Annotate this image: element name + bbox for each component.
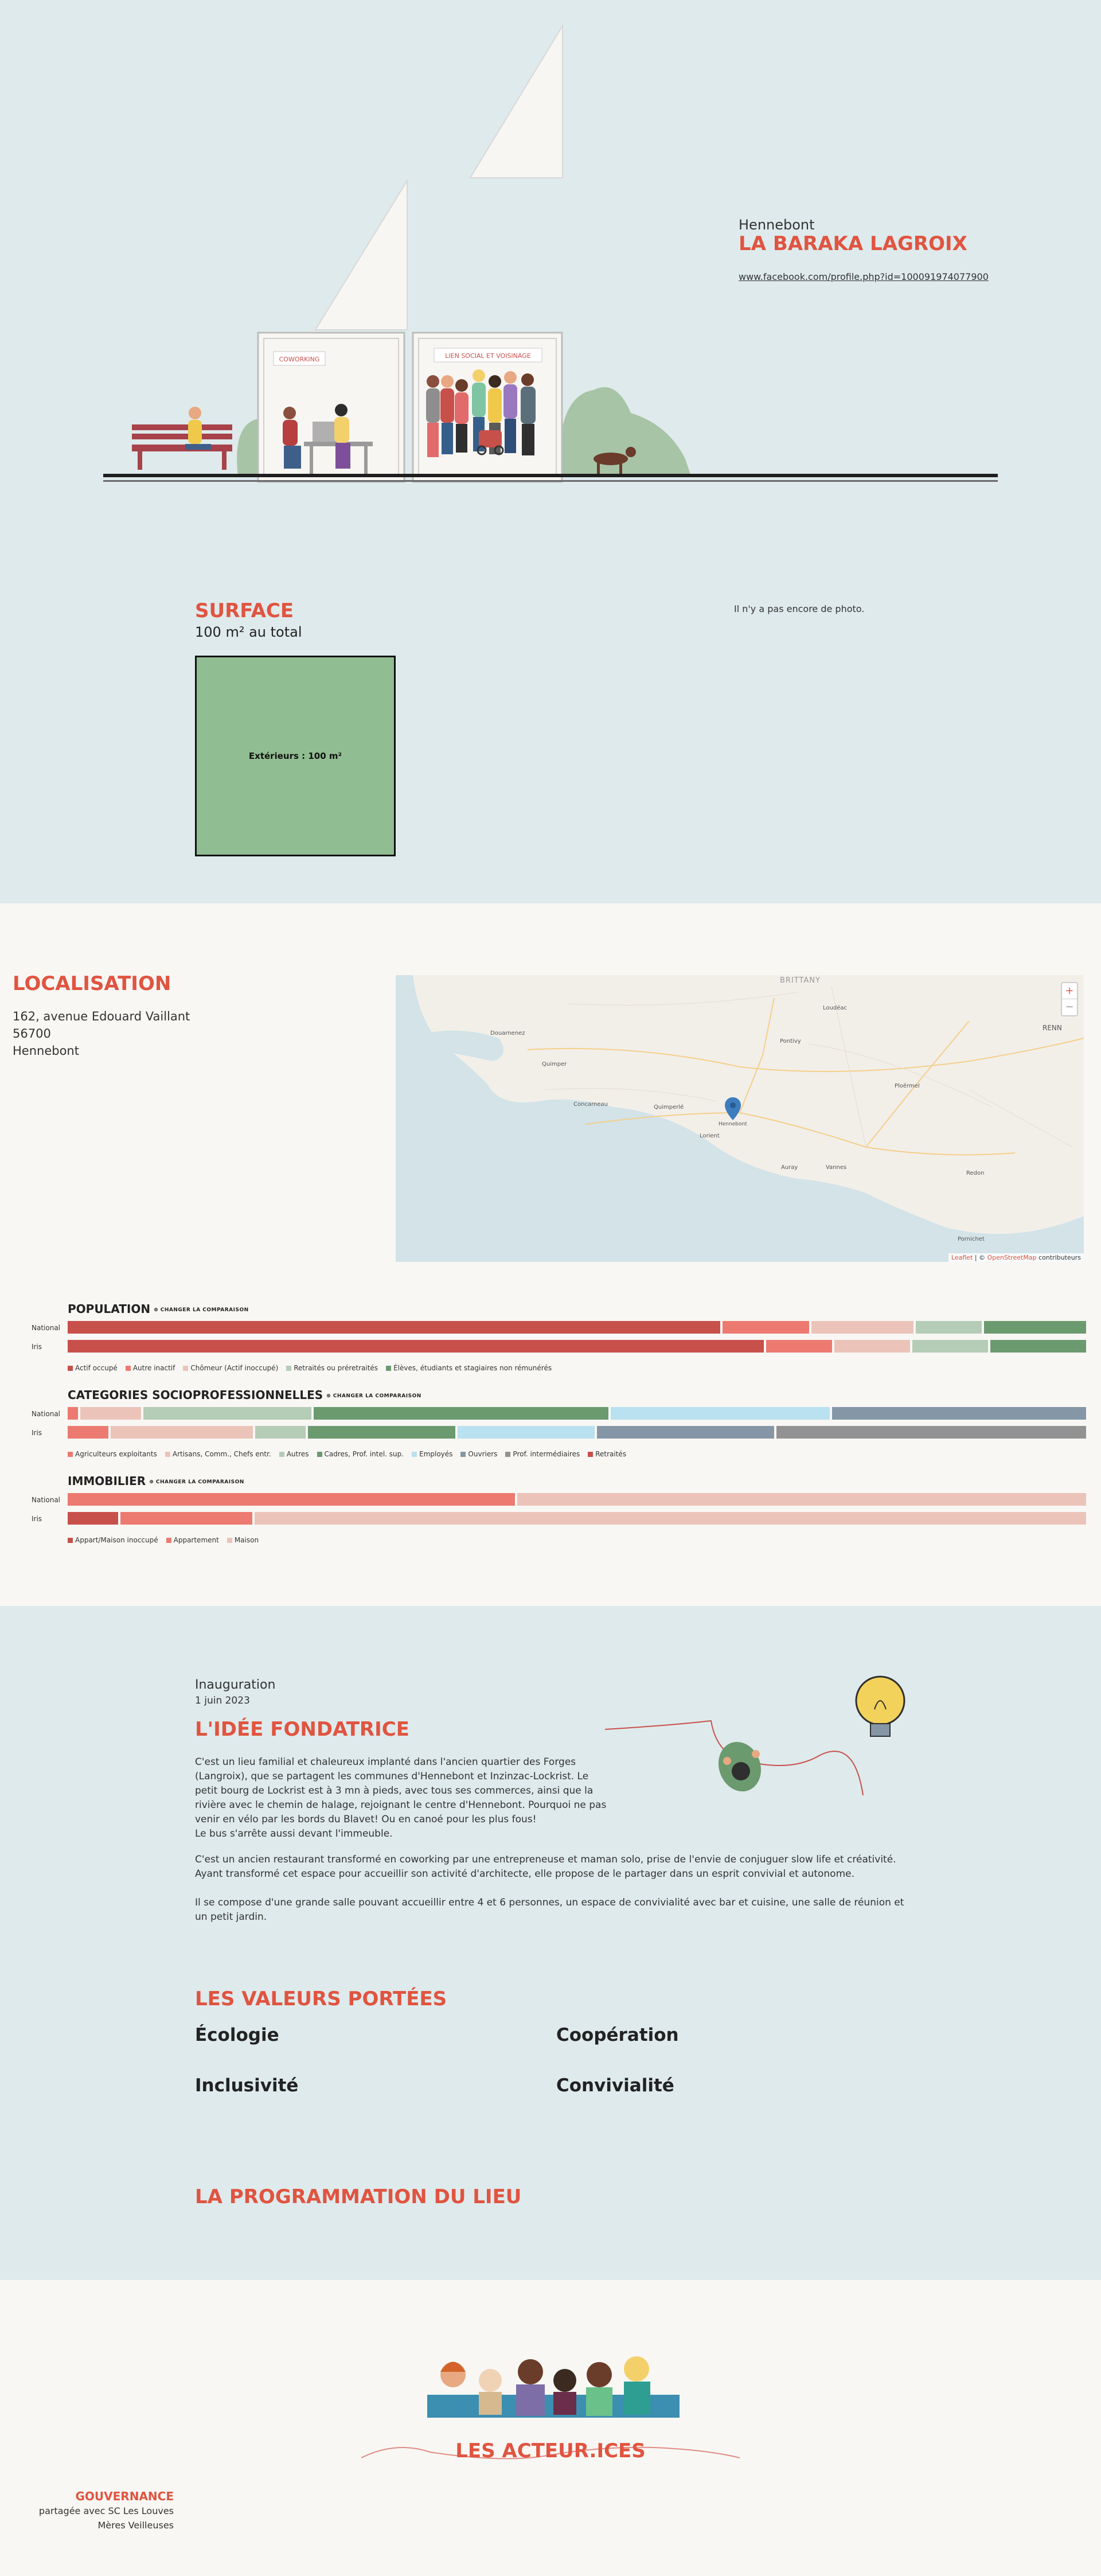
lightbulb-illustration <box>602 1675 923 1813</box>
csp-national-segment <box>314 1407 608 1420</box>
legend-swatch <box>588 1452 593 1457</box>
map-label-quimperle: Quimperlé <box>654 1104 684 1110</box>
legend-item <box>505 1450 580 1458</box>
map-label-pornichet: Pornichet <box>958 1236 985 1242</box>
idea-paragraph-1: C'est un lieu familial et chaleureux implanté dans l'ancien quartier des Forges (Langroix), que se partagent les communes d'Hennebont et Inzinzac-Lockrist. Le petit bourg de Lockrist est à 3 mn à pieds, avec tous ses commerces, ainsi que la rivière avec le chemin de halage, rejoignant le centre d'Hennebont. Pourquoi ne pas venir en vélo par les bords du Blavet! Ou en canoé pour les plus fous! <box>195 1756 607 1825</box>
immobilier-iris-segment <box>120 1512 252 1525</box>
legend-label: Employés <box>419 1450 453 1458</box>
map-tiles <box>396 975 1084 1262</box>
immobilier-iris-label: Iris <box>32 1515 42 1523</box>
surface-title: SURFACE <box>195 599 294 622</box>
map-label-douarnenez: Douarnenez <box>490 1030 525 1036</box>
zoom-out-button[interactable]: − <box>1065 1001 1074 1013</box>
legend-swatch <box>317 1452 322 1457</box>
value-cooperation: Coopération <box>556 2025 679 2045</box>
csp-iris-segment <box>776 1426 1086 1439</box>
legend-swatch <box>227 1538 232 1543</box>
population-iris-segment <box>68 1340 764 1353</box>
population-iris-segment <box>990 1340 1086 1353</box>
values-title: LES VALEURS PORTÉES <box>195 1987 447 2010</box>
attribution-end: contributeurs <box>1036 1254 1081 1261</box>
sign-social: LIEN SOCIAL ET VOISINAGE <box>445 352 531 360</box>
legend-item <box>412 1450 452 1458</box>
legend-label: Appartement <box>173 1536 219 1544</box>
population-iris-segment <box>912 1340 988 1353</box>
hero-section <box>0 0 1101 903</box>
bush-right <box>559 387 691 476</box>
legend-swatch <box>412 1452 417 1457</box>
csp-title-text: CATEGORIES SOCIOPROFESSIONNELLES <box>68 1388 323 1402</box>
immobilier-legend <box>68 1536 259 1544</box>
gouvernance-line2: Mères Veilleuses <box>97 2520 174 2531</box>
place-name: LA BARAKA LAGROIX <box>739 232 967 255</box>
legend-label: Chômeur (Actif inoccupé) <box>190 1364 279 1372</box>
sign-coworking: COWORKING <box>279 356 320 363</box>
csp-iris-segment <box>308 1426 455 1439</box>
legend-item <box>460 1450 497 1458</box>
csp-national-segment <box>611 1407 829 1420</box>
legend-label: Retraités ou préretraités <box>294 1364 378 1372</box>
csp-national-bar <box>68 1407 1086 1420</box>
legend-label: Ouvriers <box>468 1450 498 1458</box>
legend-label: Élèves, étudiants et stagiaires non rémunérés <box>393 1364 552 1372</box>
bench <box>132 407 232 470</box>
idea-paragraph-1b: Le bus s'arrête aussi devant l'immeuble. <box>195 1828 393 1840</box>
map-label-redon: Redon <box>966 1170 985 1176</box>
population-title <box>68 1302 249 1316</box>
legend-swatch <box>460 1452 466 1457</box>
legend-label: Agriculteurs exploitants <box>75 1450 157 1458</box>
ground-line <box>103 474 998 477</box>
immobilier-title-text: IMMOBILIER <box>68 1474 146 1488</box>
zoom-in-button[interactable]: + <box>1062 983 1077 999</box>
value-ecologie: Écologie <box>195 2025 279 2045</box>
immobilier-change-button[interactable]: ⊕ CHANGER LA COMPARAISON <box>149 1479 244 1485</box>
legend-item <box>279 1450 309 1458</box>
legend-label: Actif occupé <box>75 1364 118 1372</box>
idea-paragraph-3: Il se compose d'une grande salle pouvant accueillir entre 4 et 6 personnes, un espace de convivialité avec bar et cuisine, une salle de réunion et un petit jardin. <box>195 1897 904 1923</box>
population-national-segment <box>68 1321 720 1334</box>
legend-item <box>165 1450 271 1458</box>
map-label-brittany: BRITTANY <box>780 976 821 985</box>
population-iris-label: Iris <box>32 1343 42 1351</box>
map-label-concarneau: Concarneau <box>573 1101 608 1108</box>
legend-label: Autres <box>286 1450 309 1458</box>
immobilier-national-label: National <box>32 1496 61 1504</box>
map-attribution <box>948 1253 1084 1262</box>
value-inclusivite: Inclusivité <box>195 2075 299 2096</box>
population-change-button[interactable]: ⊕ CHANGER LA COMPARAISON <box>154 1307 249 1313</box>
gouvernance-line1: partagée avec SC Les Louves <box>38 2505 174 2516</box>
legend-item <box>126 1364 175 1372</box>
legend-swatch <box>166 1538 171 1543</box>
population-national-segment <box>811 1321 913 1334</box>
legend-swatch <box>126 1366 131 1371</box>
csp-legend <box>68 1450 626 1458</box>
map-zoom-control <box>1061 982 1078 1016</box>
localisation-section <box>0 903 1101 1606</box>
map-label-auray: Auray <box>781 1164 798 1171</box>
map-label-lorient: Lorient <box>700 1133 720 1139</box>
legend-item <box>317 1450 404 1458</box>
legend-label: Maison <box>234 1536 259 1544</box>
no-photo-text: Il n'y a pas encore de photo. <box>734 603 865 614</box>
csp-national-segment <box>80 1407 141 1420</box>
csp-change-button[interactable]: ⊕ CHANGER LA COMPARAISON <box>326 1393 421 1399</box>
csp-iris-segment <box>597 1426 775 1439</box>
legend-label: Retraités <box>595 1450 627 1458</box>
immobilier-iris-segment <box>68 1512 118 1525</box>
csp-title <box>68 1388 421 1402</box>
immobilier-national-segment <box>517 1493 1086 1506</box>
idea-section <box>0 1606 1101 2280</box>
legend-swatch <box>183 1366 188 1371</box>
map-label-rennes: RENN <box>1043 1024 1062 1032</box>
gouvernance-title: GOUVERNANCE <box>75 2489 174 2503</box>
address-line3: Hennebont <box>13 1044 79 1058</box>
idea-paragraph-2: C'est un ancien restaurant transformé en coworking par une entrepreneuse et maman solo, prise de l'envie de conjuguer slow life et créativité. <box>195 1854 896 1865</box>
attribution-sep: | © <box>973 1254 987 1261</box>
population-iris-segment <box>834 1340 910 1353</box>
legend-swatch <box>165 1452 170 1457</box>
csp-iris-segment <box>111 1426 253 1439</box>
population-national-bar <box>68 1321 1086 1334</box>
hero-illustration <box>100 23 1001 493</box>
osm-link[interactable]: OpenStreetMap <box>987 1254 1037 1261</box>
map-label-pontivy: Pontivy <box>780 1038 801 1045</box>
legend-item <box>183 1364 278 1372</box>
population-national-segment <box>723 1321 809 1334</box>
legend-swatch <box>386 1366 391 1371</box>
map-label-loudeac: Loudéac <box>823 1005 847 1011</box>
csp-national-segment <box>143 1407 311 1420</box>
sail-small <box>315 181 407 330</box>
legend-swatch <box>286 1366 291 1371</box>
csp-iris-bar <box>68 1426 1086 1439</box>
population-title-text: POPULATION <box>68 1302 151 1316</box>
actors-illustration <box>424 2349 682 2423</box>
population-iris-bar <box>68 1340 1086 1353</box>
legend-label: Cadres, Prof. intel. sup. <box>324 1450 404 1458</box>
csp-national-segment <box>832 1407 1086 1420</box>
sail-large <box>470 26 563 178</box>
legend-swatch <box>68 1366 73 1371</box>
legend-item <box>68 1450 157 1458</box>
actors-section <box>0 2280 1101 2576</box>
population-legend <box>68 1364 552 1372</box>
legend-label: Artisans, Comm., Chefs entr. <box>172 1450 271 1458</box>
place-city: Hennebont <box>739 217 815 233</box>
surface-box-label: Extérieurs : 100 m² <box>248 751 342 761</box>
facebook-link[interactable]: www.facebook.com/profile.php?id=100091974077900 <box>739 271 989 282</box>
legend-swatch <box>505 1452 510 1457</box>
population-national-segment <box>984 1321 1086 1334</box>
population-national-segment <box>916 1321 982 1334</box>
map-label-ploermel: Ploërmel <box>895 1083 920 1089</box>
csp-national-label: National <box>32 1410 61 1418</box>
legend-item <box>166 1536 219 1544</box>
map-label-hennebont: Hennebont <box>719 1121 747 1127</box>
legend-item <box>286 1364 378 1372</box>
sea <box>396 975 1084 1262</box>
csp-iris-segment <box>255 1426 306 1439</box>
legend-item <box>68 1364 118 1372</box>
map-label-vannes: Vannes <box>826 1164 847 1171</box>
csp-iris-segment <box>458 1426 595 1439</box>
map-label-quimper: Quimper <box>542 1061 567 1067</box>
legend-label: Prof. intermédiaires <box>513 1450 580 1458</box>
surface-box <box>195 656 396 856</box>
localisation-title: LOCALISATION <box>13 972 171 995</box>
inauguration-label: Inauguration <box>195 1678 276 1692</box>
value-convivialite: Convivialité <box>556 2075 674 2096</box>
address-line2: 56700 <box>13 1027 51 1040</box>
address-line1: 162, avenue Edouard Vaillant <box>13 1010 190 1023</box>
legend-item <box>386 1364 552 1372</box>
legend-swatch <box>68 1538 73 1543</box>
idea-title: L'IDÉE FONDATRICE <box>195 1718 409 1741</box>
csp-iris-label: Iris <box>32 1429 42 1437</box>
csp-national-segment <box>68 1407 78 1420</box>
actors-title: LES ACTEUR.ICES <box>455 2439 646 2462</box>
population-national-label: National <box>32 1324 61 1332</box>
legend-item <box>588 1450 626 1458</box>
immobilier-national-segment <box>68 1493 515 1506</box>
immobilier-iris-bar <box>68 1512 1086 1525</box>
leaflet-link[interactable]: Leaflet <box>951 1254 973 1261</box>
legend-item <box>227 1536 259 1544</box>
surface-total: 100 m² au total <box>195 624 302 640</box>
population-iris-segment <box>766 1340 831 1353</box>
programmation-title: LA PROGRAMMATION DU LIEU <box>195 2185 522 2208</box>
inauguration-date: 1 juin 2023 <box>195 1695 250 1706</box>
csp-iris-segment <box>68 1426 108 1439</box>
legend-swatch <box>68 1452 73 1457</box>
legend-label: Autre inactif <box>132 1364 175 1372</box>
immobilier-iris-segment <box>255 1512 1086 1525</box>
legend-swatch <box>279 1452 284 1457</box>
legend-label: Appart/Maison inoccupé <box>75 1536 158 1544</box>
immobilier-national-bar <box>68 1493 1086 1506</box>
map[interactable] <box>396 975 1084 1262</box>
idea-paragraph-2b: Ayant transformé cet espace pour accueillir son activité d'architecte, elle propose de le partager dans un esprit convivial et autonome. <box>195 1868 854 1880</box>
legend-item <box>68 1536 158 1544</box>
hennebont-marker <box>725 1097 741 1120</box>
immobilier-title <box>68 1474 244 1488</box>
